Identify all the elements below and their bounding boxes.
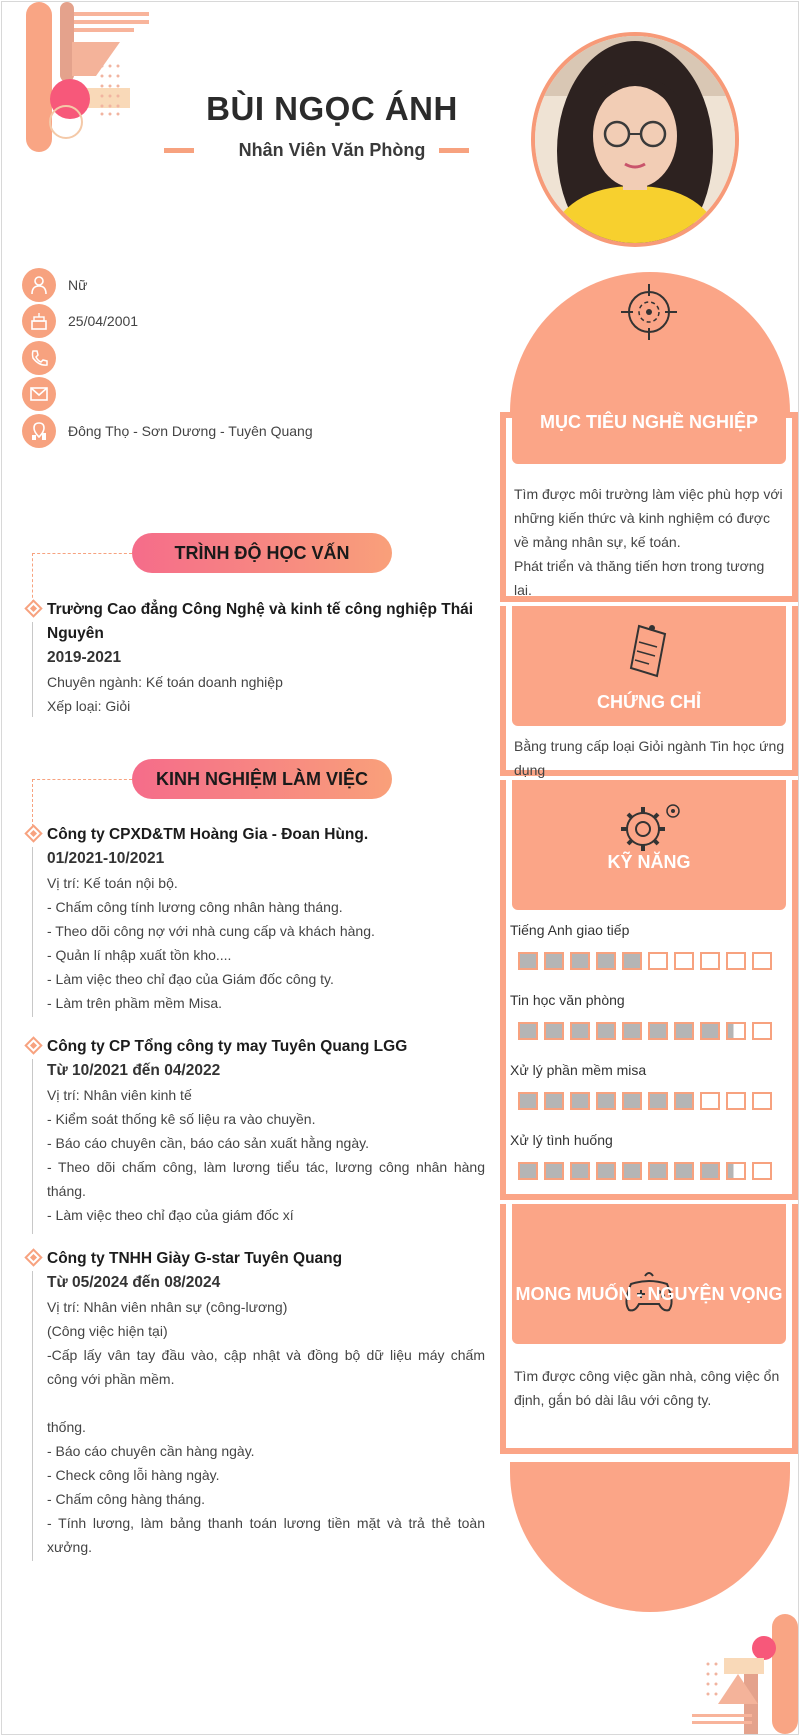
job-2-line-1: Vị trí: Nhân viên kinh tế [47, 1087, 192, 1103]
skill-4-bar [518, 1162, 772, 1180]
skill-level-square [726, 1162, 746, 1180]
address-text: Đông Thọ - Sơn Dương - Tuyên Quang [68, 423, 313, 439]
person-icon [22, 268, 56, 302]
skill-level-square [596, 952, 616, 970]
birthday-text: 25/04/2001 [68, 313, 139, 329]
job-2-period: Từ 10/2021 đến 04/2022 [47, 1062, 221, 1079]
skill-level-square [544, 1092, 564, 1110]
skill-level-square [674, 952, 694, 970]
skill-2-name: Tin học văn phòng [510, 992, 625, 1008]
job-1-period: 01/2021-10/2021 [47, 850, 165, 867]
objective-line-1: Tìm được môi trường làm việc phù hợp với những kiến thức và kinh nghiệm có được về mảng nhân sự, kế toán. [514, 486, 783, 550]
job-entry-1 [47, 823, 485, 1015]
job-3-line [32, 1271, 33, 1561]
job-1-line-1: Vị trí: Kế toán nội bộ. [47, 875, 178, 891]
job-1-line-6: - Làm trên phầm mềm Misa. [47, 995, 223, 1011]
job-1-company: Công ty CPXD&TM Hoàng Gia - Đoan Hùng. [47, 826, 369, 843]
job-2-line-3: - Báo cáo chuyên cần, báo cáo sản xuất hằng ngày. [47, 1135, 369, 1151]
contact-address [22, 414, 442, 448]
contact-birthday [22, 304, 442, 338]
skill-level-square [518, 1092, 538, 1110]
skill-level-square [752, 1022, 772, 1040]
email-icon [22, 377, 56, 411]
job-3-line-7: - Check công lỗi hàng ngày. [47, 1467, 220, 1483]
education-connector [32, 553, 132, 554]
job-1-bullet [24, 824, 42, 842]
job-2-line-2: - Kiểm soát thống kê số liệu ra vào chuyền. [47, 1111, 316, 1127]
job-3-line-6: - Báo cáo chuyên cần hàng ngày. [47, 1443, 255, 1459]
skill-level-square [752, 1162, 772, 1180]
skill-level-square [648, 1092, 668, 1110]
skill-1-name: Tiếng Anh giao tiếp [510, 922, 630, 938]
job-3-line-2: (Công việc hiện tại) [47, 1323, 168, 1339]
job-3-line-9: - Tính lương, làm bảng thanh toán lương tiền mặt và trả thẻ toàn xưởng. [47, 1515, 485, 1555]
skill-level-square [570, 1022, 590, 1040]
skill-level-square [622, 952, 642, 970]
skill-level-square [622, 1162, 642, 1180]
skill-2-bar [518, 1022, 772, 1040]
skill-level-square [570, 1092, 590, 1110]
objective-line-2: Phát triển và thăng tiến hơn trong tương lai. [514, 558, 765, 598]
job-3-line-4 [47, 1391, 485, 1415]
skill-level-square [622, 1022, 642, 1040]
contact-email[interactable] [22, 377, 442, 411]
skill-level-square [700, 1162, 720, 1180]
job-3-company: Công ty TNHH Giày G-star Tuyên Quang [47, 1250, 343, 1267]
skill-level-square [518, 952, 538, 970]
experience-connector-v [32, 779, 33, 827]
job-3-line-8: - Chấm công hàng tháng. [47, 1491, 205, 1507]
job-1-line-2: - Chấm công tính lương công nhân hàng tháng. [47, 899, 343, 915]
education-grade: Xếp loại: Giỏi [47, 698, 131, 714]
skill-level-square [544, 952, 564, 970]
education-period: 2019-2021 [47, 649, 122, 666]
job-2-line-5: - Làm việc theo chỉ đạo của giám đốc xí [47, 1207, 294, 1223]
objective-text [514, 482, 786, 602]
contact-phone[interactable] [22, 341, 442, 375]
job-2-line-4: - Theo dõi chấm công, làm lương tiểu tác, lương công nhân hàng tháng. [47, 1159, 485, 1199]
job-1-line-4: - Quản lí nhập xuất tồn kho.... [47, 947, 232, 963]
skill-level-square [726, 952, 746, 970]
skill-3-name: Xử lý phần mềm misa [510, 1062, 647, 1078]
wishes-title: MONG MUỐN - NGUYỆN VỌNG [515, 1284, 783, 1304]
job-title: Nhân Viên Văn Phòng [238, 140, 426, 160]
skill-level-square [544, 1022, 564, 1040]
education-connector-v [32, 553, 33, 603]
skill-level-square [596, 1162, 616, 1180]
job-2-company: Công ty CP Tổng công ty may Tuyên Quang LGG [47, 1038, 408, 1055]
job-3-period: Từ 05/2024 đến 08/2024 [47, 1274, 221, 1291]
skill-level-square [648, 952, 668, 970]
clipboard-icon [619, 620, 679, 680]
job-3-line-3: -Cấp lấy vân tay đầu vào, cập nhật và đồng bộ dữ liệu máy chấm công với phần mềm. [47, 1347, 485, 1387]
education-entry [47, 598, 485, 718]
skill-4-name: Xử lý tình huống [510, 1132, 613, 1148]
certificates-title: CHỨNG CHỈ [597, 692, 701, 712]
skill-level-square [752, 952, 772, 970]
job-2-bullet [24, 1036, 42, 1054]
job-1-line-5: - Làm việc theo chỉ đạo của Giám đốc công ty. [47, 971, 334, 987]
skill-level-square [622, 1092, 642, 1110]
skill-level-square [752, 1092, 772, 1110]
skill-level-square [726, 1092, 746, 1110]
contact-gender [22, 268, 442, 302]
skill-level-square [700, 952, 720, 970]
skill-level-square [596, 1022, 616, 1040]
education-major: Chuyên ngành: Kế toán doanh nghiệp [47, 674, 283, 690]
arch-bottom-decoration [510, 1462, 790, 1612]
school-name: Trường Cao đẳng Công Nghệ và kinh tế công nghiệp Thái Nguyên [47, 601, 474, 642]
skill-1-bar [518, 952, 772, 970]
right-column [500, 272, 798, 1735]
skill-level-square [518, 1022, 538, 1040]
skill-level-square [700, 1092, 720, 1110]
decoration-top-left [2, 2, 162, 152]
objective-title: MỤC TIÊU NGHỀ NGHIỆP [539, 412, 758, 432]
skill-level-square [648, 1162, 668, 1180]
education-heading: TRÌNH ĐỘ HỌC VẤN [132, 533, 392, 573]
target-icon [619, 282, 679, 342]
skill-3-bar [518, 1092, 772, 1110]
experience-heading: KINH NGHIỆM LÀM VIỆC [132, 759, 392, 799]
gender-text: Nữ [68, 277, 88, 293]
experience-connector [32, 779, 132, 780]
avatar [531, 32, 739, 247]
skill-level-square [570, 952, 590, 970]
map-icon [22, 414, 56, 448]
skill-level-square [726, 1022, 746, 1040]
skill-level-square [596, 1092, 616, 1110]
decoration-bottom-right [688, 1614, 798, 1734]
job-3-bullet [24, 1248, 42, 1266]
birthday-cake-icon [22, 304, 56, 338]
skill-level-square [518, 1162, 538, 1180]
job-entry-2 [47, 1035, 485, 1227]
job-2-line [32, 1059, 33, 1234]
skill-level-square [700, 1022, 720, 1040]
candidate-name: BÙI NGỌC ÁNH [206, 90, 458, 127]
gear-icon [615, 797, 685, 857]
certificates-text: Bằng trung cấp loại Giỏi ngành Tin học ứng dụng [514, 738, 785, 778]
cv-page [1, 1, 799, 1735]
education-line [32, 622, 33, 717]
avatar-portrait [535, 36, 735, 243]
job-1-line-3: - Theo dõi công nợ với nhà cung cấp và khách hàng. [47, 923, 375, 939]
wishes-text: Tìm được công việc gần nhà, công việc ổn định, gắn bó dài lâu với công ty. [514, 1368, 780, 1408]
job-3-line-1: Vị trí: Nhân viên nhân sự (công-lương) [47, 1299, 288, 1315]
job-entry-3 [47, 1247, 485, 1559]
skill-level-square [674, 1022, 694, 1040]
skill-level-square [570, 1162, 590, 1180]
skill-level-square [544, 1162, 564, 1180]
skill-level-square [674, 1092, 694, 1110]
education-bullet [24, 599, 42, 617]
phone-icon [22, 341, 56, 375]
skill-level-square [648, 1022, 668, 1040]
skills-title: KỸ NĂNG [607, 852, 691, 872]
job-3-line-5: thống. [47, 1419, 86, 1435]
skill-level-square [674, 1162, 694, 1180]
job-1-line [32, 847, 33, 1017]
